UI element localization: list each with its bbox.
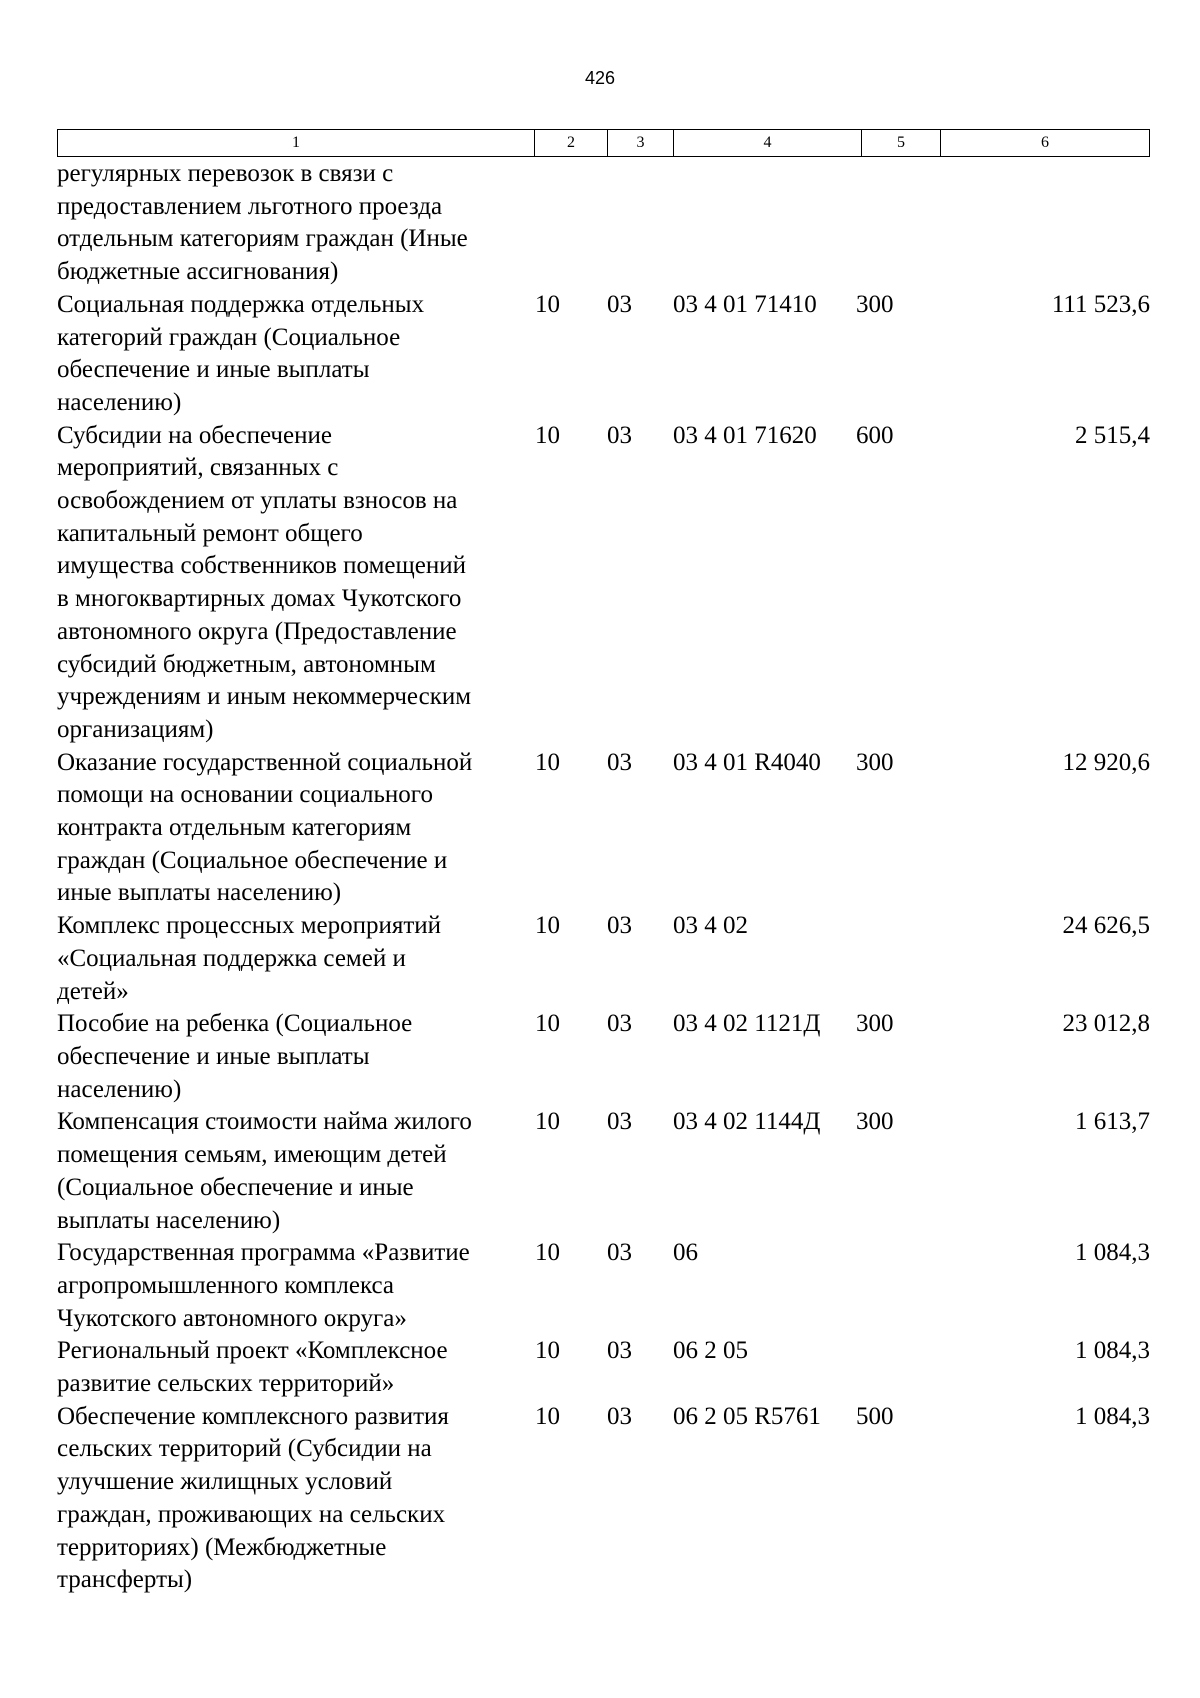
table-row bbox=[57, 289, 1150, 420]
row-name: Социальная поддержка отдельных категорий граждан (Социальное обеспечение и иные выплаты населению) bbox=[57, 290, 425, 416]
row-target-code: 03 4 01 R4040 bbox=[673, 748, 821, 776]
row-subsection: 03 bbox=[607, 1239, 632, 1267]
table-row bbox=[57, 420, 1150, 747]
row-amount: 1 084,3 bbox=[1075, 1239, 1150, 1267]
header-col-2: 2 bbox=[535, 130, 608, 156]
row-target-code: 03 4 02 1121Д bbox=[673, 1010, 821, 1038]
row-target-code: 03 4 01 71410 bbox=[673, 290, 817, 318]
row-name: Обеспечение комплексного развития сельских территорий (Субсидии на улучшение жилищных условий граждан, проживающих на сельских территориях) (Межбюджетные трансферты) bbox=[57, 1402, 449, 1594]
row-subsection: 03 bbox=[607, 1108, 632, 1136]
row-name: Государственная программа «Развитие агропромышленного комплекса Чукотского автономного округа» bbox=[57, 1239, 470, 1332]
table-row bbox=[57, 910, 1150, 1008]
table-row bbox=[57, 1335, 1150, 1400]
budget-table-body bbox=[57, 158, 1150, 1597]
row-section: 10 bbox=[535, 421, 560, 449]
row-subsection: 03 bbox=[607, 421, 632, 449]
row-subsection: 03 bbox=[607, 912, 632, 940]
row-target-code: 06 2 05 R5761 bbox=[673, 1402, 821, 1430]
table-row bbox=[57, 747, 1150, 911]
table-row bbox=[57, 1237, 1150, 1335]
row-expense-type: 300 bbox=[856, 1010, 894, 1038]
row-name: Компенсация стоимости найма жилого помещения семьям, имеющим детей (Социальное обеспечение и иные выплаты населению) bbox=[57, 1108, 472, 1234]
row-subsection: 03 bbox=[607, 748, 632, 776]
row-target-code: 03 4 02 1144Д bbox=[673, 1108, 821, 1136]
row-name: Субсидии на обеспечение мероприятий, связанных с освобождением от уплаты взносов на капитальный ремонт общего имущества собственников помещений в многоквартирных домах Чукотского автономного округа (Предоставление субсидий бюджетным, автономным учреждениям и иным некоммерческим организациям) bbox=[57, 421, 472, 743]
row-name: Комплекс процессных мероприятий «Социальная поддержка семей и детей» bbox=[57, 912, 442, 1005]
header-col-1: 1 bbox=[58, 130, 535, 156]
row-subsection: 03 bbox=[607, 1337, 632, 1365]
header-col-3: 3 bbox=[608, 130, 674, 156]
row-target-code: 03 4 02 bbox=[673, 912, 748, 940]
row-section: 10 bbox=[535, 912, 560, 940]
row-amount: 1 613,7 bbox=[1075, 1108, 1150, 1136]
row-target-code: 03 4 01 71620 bbox=[673, 421, 817, 449]
row-amount: 1 084,3 bbox=[1075, 1337, 1150, 1365]
row-name: регулярных перевозок в связи с предоставлением льготного проезда отдельным категориям граждан (Иные бюджетные ассигнования) bbox=[57, 160, 468, 286]
page-number: 426 bbox=[584, 68, 616, 88]
table-row bbox=[57, 1008, 1150, 1106]
row-section: 10 bbox=[535, 1010, 560, 1038]
row-expense-type: 300 bbox=[856, 748, 894, 776]
row-amount: 111 523,6 bbox=[1051, 290, 1150, 318]
row-section: 10 bbox=[535, 1239, 560, 1267]
row-section: 10 bbox=[535, 1108, 560, 1136]
row-amount: 24 626,5 bbox=[1062, 912, 1150, 940]
header-col-6: 6 bbox=[1041, 134, 1049, 151]
row-amount: 2 515,4 bbox=[1075, 421, 1150, 449]
row-amount: 23 012,8 bbox=[1062, 1010, 1150, 1038]
row-expense-type: 600 bbox=[856, 421, 894, 449]
row-name: Региональный проект «Комплексное развитие сельских территорий» bbox=[57, 1337, 448, 1398]
row-section: 10 bbox=[535, 1402, 560, 1430]
table-row bbox=[57, 1106, 1150, 1237]
row-amount: 12 920,6 bbox=[1062, 748, 1150, 776]
row-subsection: 03 bbox=[607, 1402, 632, 1430]
table-row bbox=[57, 158, 1150, 289]
header-col-4: 4 bbox=[674, 130, 862, 156]
row-subsection: 03 bbox=[607, 1010, 632, 1038]
row-name: Пособие на ребенка (Социальное обеспечение и иные выплаты населению) bbox=[57, 1010, 413, 1103]
row-expense-type: 300 bbox=[856, 290, 894, 318]
row-target-code: 06 2 05 bbox=[673, 1337, 748, 1365]
row-expense-type: 500 bbox=[856, 1402, 894, 1430]
table-row bbox=[57, 1401, 1150, 1597]
row-section: 10 bbox=[535, 290, 560, 318]
row-amount: 1 084,3 bbox=[1075, 1402, 1150, 1430]
row-target-code: 06 bbox=[673, 1239, 698, 1267]
row-expense-type: 300 bbox=[856, 1108, 894, 1136]
header-col-5: 5 bbox=[862, 130, 941, 156]
row-name: Оказание государственной социальной помощи на основании социального контракта отдельным категориям граждан (Социальное обеспечение и иные выплаты населению) bbox=[57, 748, 473, 907]
row-section: 10 bbox=[535, 1337, 560, 1365]
table-header bbox=[57, 129, 1150, 157]
row-section: 10 bbox=[535, 748, 560, 776]
row-subsection: 03 bbox=[607, 290, 632, 318]
